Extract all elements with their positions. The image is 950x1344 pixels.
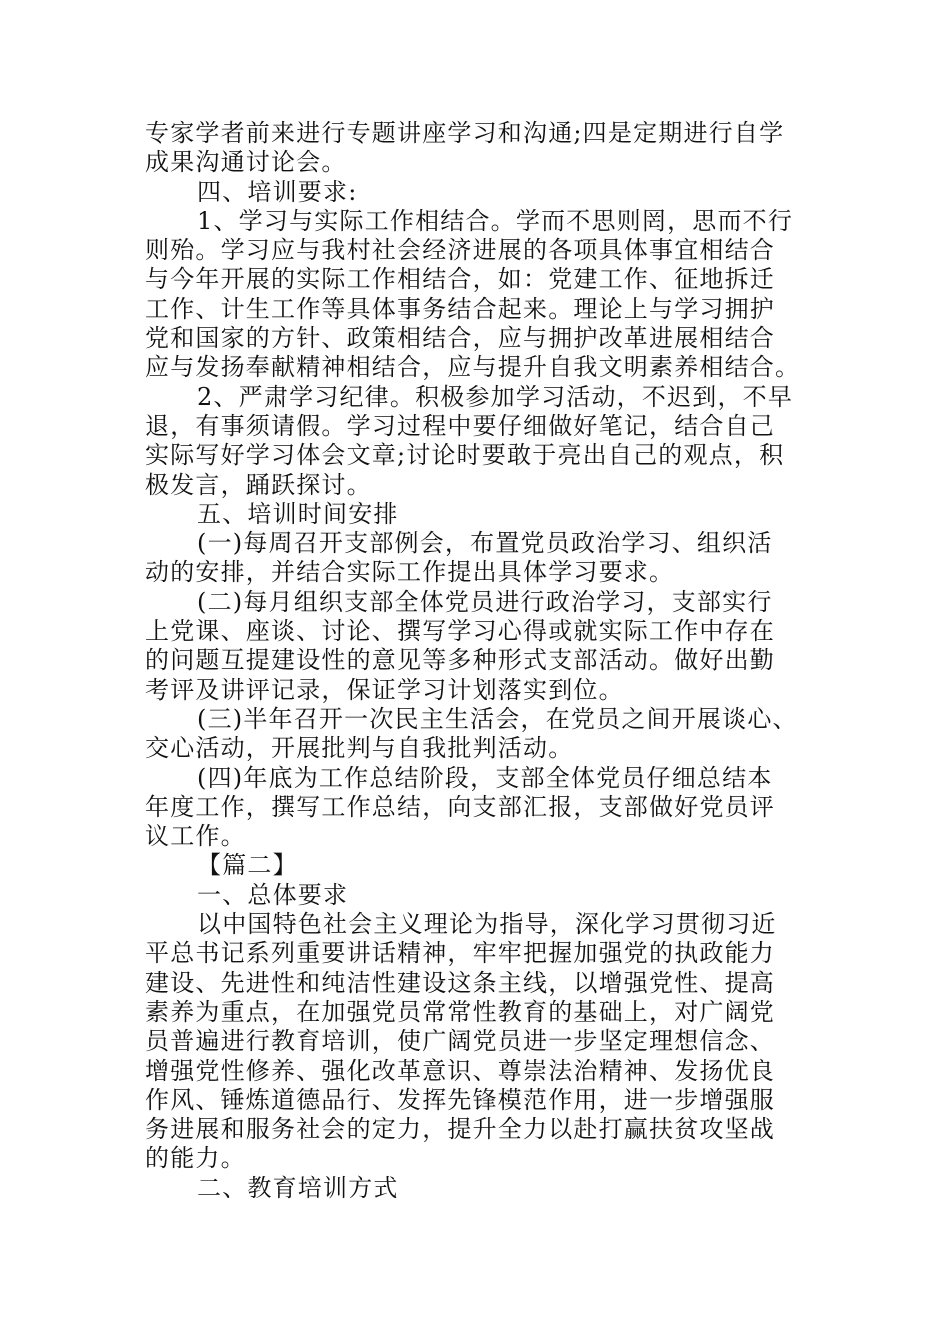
text-line: 2、严肃学习纪律。积极参加学习活动，不迟到，不早 bbox=[197, 382, 794, 411]
text-line: 则殆。学习应与我村社会经济进展的各项具体事宜相结合 bbox=[145, 236, 775, 265]
text-line: 作风、锤炼道德品行、发挥先锋模范作用，进一步增强服 bbox=[145, 1085, 775, 1114]
text-line: 专家学者前来进行专题讲座学习和沟通;四是定期进行自学 bbox=[145, 119, 785, 147]
text-line: (一)每周召开支部例会，布置党员政治学习、组织活 bbox=[197, 529, 773, 558]
text-line: 二、教育培训方式 bbox=[197, 1173, 399, 1202]
text-line: 素养为重点，在加强党员常常性教育的基础上，对广阔党 bbox=[145, 997, 775, 1026]
text-line: 工作、计生工作等具体事务结合起来。理论上与学习拥护 bbox=[145, 294, 775, 323]
document-body bbox=[145, 119, 835, 1203]
paragraph bbox=[145, 851, 835, 880]
text-line: 退，有事须请假。学习过程中要仔细做好笔记，结合自己 bbox=[145, 411, 775, 440]
text-line: (三)半年召开一次民主生活会，在党员之间开展谈心、 bbox=[197, 704, 798, 733]
text-line: 应与发扬奉献精神相结合，应与提升自我文明素养相结合。 bbox=[145, 353, 801, 382]
text-line: 建设、先进性和纯洁性建设这条主线，以增强党性、提高 bbox=[145, 968, 775, 997]
paragraph bbox=[145, 500, 835, 529]
paragraph bbox=[145, 529, 835, 588]
text-line: 增强党性修养、强化改革意识、尊崇法治精神、发扬优良 bbox=[145, 1056, 775, 1085]
text-line: 员普遍进行教育培训，使广阔党员进一步坚定理想信念、 bbox=[145, 1027, 775, 1056]
text-line: 的能力。 bbox=[145, 1144, 246, 1173]
paragraph bbox=[145, 588, 835, 705]
paragraph bbox=[145, 764, 835, 852]
text-line: 【篇二】 bbox=[197, 851, 298, 880]
text-line: 一、总体要求 bbox=[197, 880, 349, 909]
text-line: 五、培训时间安排 bbox=[197, 499, 399, 528]
text-line: 与今年开展的实际工作相结合，如：党建工作、征地拆迁 bbox=[145, 265, 775, 294]
text-line: (四)年底为工作总结阶段，支部全体党员仔细总结本 bbox=[197, 763, 773, 792]
text-line: 考评及讲评记录，保证学习计划落实到位。 bbox=[145, 675, 624, 704]
text-line: 上党课、座谈、讨论、撰写学习心得或就实际工作中存在 bbox=[145, 617, 775, 646]
paragraph bbox=[145, 705, 835, 764]
text-line: 实际写好学习体会文章;讨论时要敢于亮出自己的观点，积 bbox=[145, 441, 785, 470]
text-line: 年度工作，撰写工作总结，向支部汇报，支部做好党员评 bbox=[145, 792, 775, 821]
text-line: 议工作。 bbox=[145, 822, 246, 851]
text-line: 动的安排，并结合实际工作提出具体学习要求。 bbox=[145, 558, 675, 587]
text-line: 四、培训要求: bbox=[197, 177, 358, 206]
paragraph bbox=[145, 119, 835, 178]
text-line: 党和国家的方针、政策相结合，应与拥护改革进展相结合 bbox=[145, 324, 775, 353]
text-line: 务进展和服务社会的定力，提升全力以赴打赢扶贫攻坚战 bbox=[145, 1115, 775, 1144]
text-line: 平总书记系列重要讲话精神，牢牢把握加强党的执政能力 bbox=[145, 939, 775, 968]
paragraph bbox=[145, 910, 835, 1174]
text-line: 交心活动，开展批判与自我批判活动。 bbox=[145, 734, 574, 763]
paragraph bbox=[145, 383, 835, 500]
paragraph bbox=[145, 207, 835, 383]
text-line: 极发言，踊跃探讨。 bbox=[145, 470, 372, 499]
text-line: 以中国特色社会主义理论为指导，深化学习贯彻习近 bbox=[197, 910, 777, 939]
paragraph bbox=[145, 1174, 835, 1203]
text-line: 1、学习与实际工作相结合。学而不思则罔，思而不行 bbox=[197, 206, 794, 235]
text-line: (二)每月组织支部全体党员进行政治学习，支部实行 bbox=[197, 587, 773, 616]
paragraph bbox=[145, 178, 835, 207]
text-line: 的问题互提建设性的意见等多种形式支部活动。做好出勤 bbox=[145, 646, 775, 675]
paragraph bbox=[145, 881, 835, 910]
text-line: 成果沟通讨论会。 bbox=[145, 148, 347, 177]
